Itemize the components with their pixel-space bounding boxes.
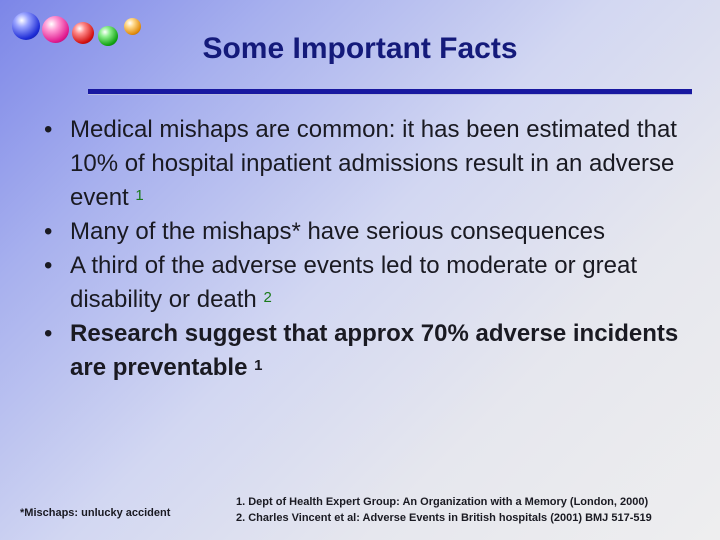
footnote: *Mischaps: unlucky accident [20, 507, 171, 519]
bullet-text: Many of the mishaps* have serious consequences [70, 218, 605, 245]
bullet-item [44, 113, 684, 215]
bullet-text: Research suggest that approx 70% adverse incidents are preventable [70, 320, 679, 381]
reference-superscript: 2 [263, 289, 272, 306]
bullet-list [44, 113, 684, 385]
reference-superscript: 1 [254, 357, 263, 374]
reference-list [236, 494, 706, 526]
bullet-item [44, 215, 684, 249]
reference-superscript: 1 [135, 187, 144, 204]
bullet-text: Medical mishaps are common: it has been estimated that 10% of hospital inpatient admissions result in an adverse event [70, 116, 677, 211]
bullet-item [44, 317, 684, 385]
bullet-item [44, 249, 684, 317]
title-underline-shadow [88, 94, 692, 95]
slide-title [0, 32, 720, 66]
reference-item: 1. Dept of Health Expert Group: An Organization with a Memory (London, 2000) [236, 496, 649, 508]
bullet-text: A third of the adverse events led to moderate or great disability or death [70, 252, 637, 313]
reference-item: 2. Charles Vincent et al: Adverse Events in British hospitals (2001) BMJ 517-519 [236, 512, 652, 524]
slide-title-text: Some Important Facts [202, 32, 518, 65]
